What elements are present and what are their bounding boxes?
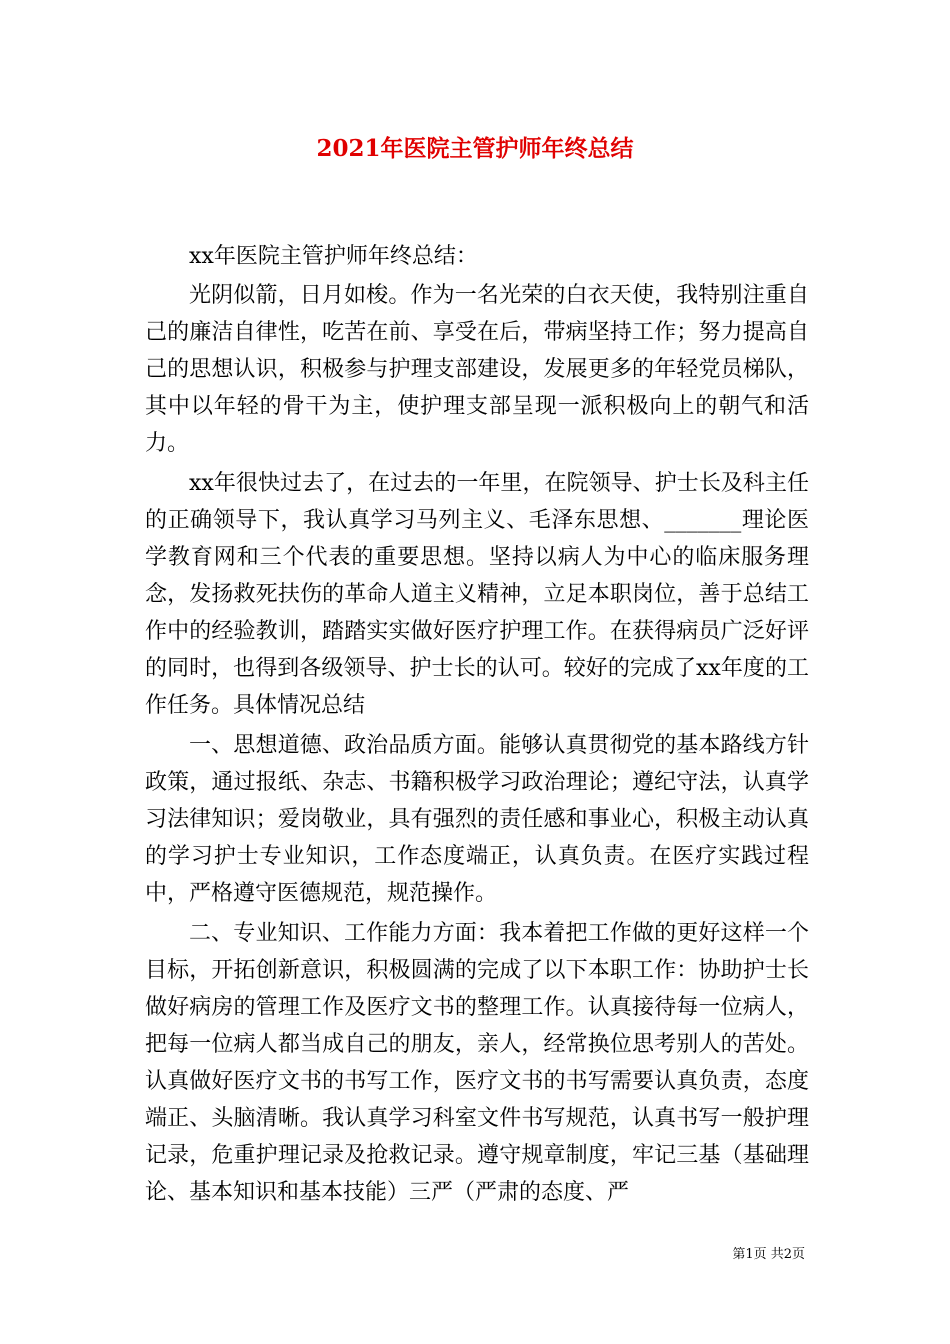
document-body xyxy=(145,238,809,1214)
paragraph-1: 光阴似箭，日月如梭。作为一名光荣的白衣天使，我特别注重自己的廉洁自律性，吃苦在前、享受在后，带病坚持工作；努力提高自己的思想认识，积极参与护理支部建设，发展更多的年轻党员梯队，其中以年轻的骨干为主，使护理支部呈现一派积极向上的朝气和活力。 xyxy=(145,283,809,456)
greeting-line: xx年医院主管护师年终总结： xyxy=(189,244,478,269)
paragraph-4: 二、专业知识、工作能力方面：我本着把工作做的更好这样一个目标，开拓创新意识，积极圆满的完成了以下本职工作：协助护士长做好病房的管理工作及医疗文书的整理工作。认真接待每一位病人，把每一位病人都当成自己的朋友，亲人，经常换位思考别人的苦处。认真做好医疗文书的书写工作，医疗文书的书写需要认真负责，态度端正、头脑清晰。我认真学习科室文件书写规范，认真书写一般护理记录，危重护理记录及抢救记录。遵守规章制度，牢记三基（基础理论、基本知识和基本技能）三严（严肃的态度、严 xyxy=(145,921,809,1205)
document-title: 2021年医院主管护师年终总结 xyxy=(316,135,634,162)
page-number: 第1页 共2页 xyxy=(732,1247,805,1262)
paragraph-3: 一、思想道德、政治品质方面。能够认真贯彻党的基本路线方针政策，通过报纸、杂志、书籍积极学习政治理论；遵纪守法，认真学习法律知识；爱岗敬业，具有强烈的责任感和事业心，积极主动认真的学习护士专业知识，工作态度端正，认真负责。在医疗实践过程中，严格遵守医德规范，规范操作。 xyxy=(145,733,809,906)
paragraph-2: xx年很快过去了，在过去的一年里，在院领导、护士长及科主任的正确领导下，我认真学习马列主义、毛泽东思想、_______理论医学教育网和三个代表的重要思想。坚持以病人为中心的临床服务理念，发扬救死扶伤的革命人道主义精神，立足本职岗位，善于总结工作中的经验教训，踏踏实实做好医疗护理工作。在获得病员广泛好评的同时，也得到各级领导、护士长的认可。较好的完成了xx年度的工作任务。具体情况总结 xyxy=(145,471,809,718)
